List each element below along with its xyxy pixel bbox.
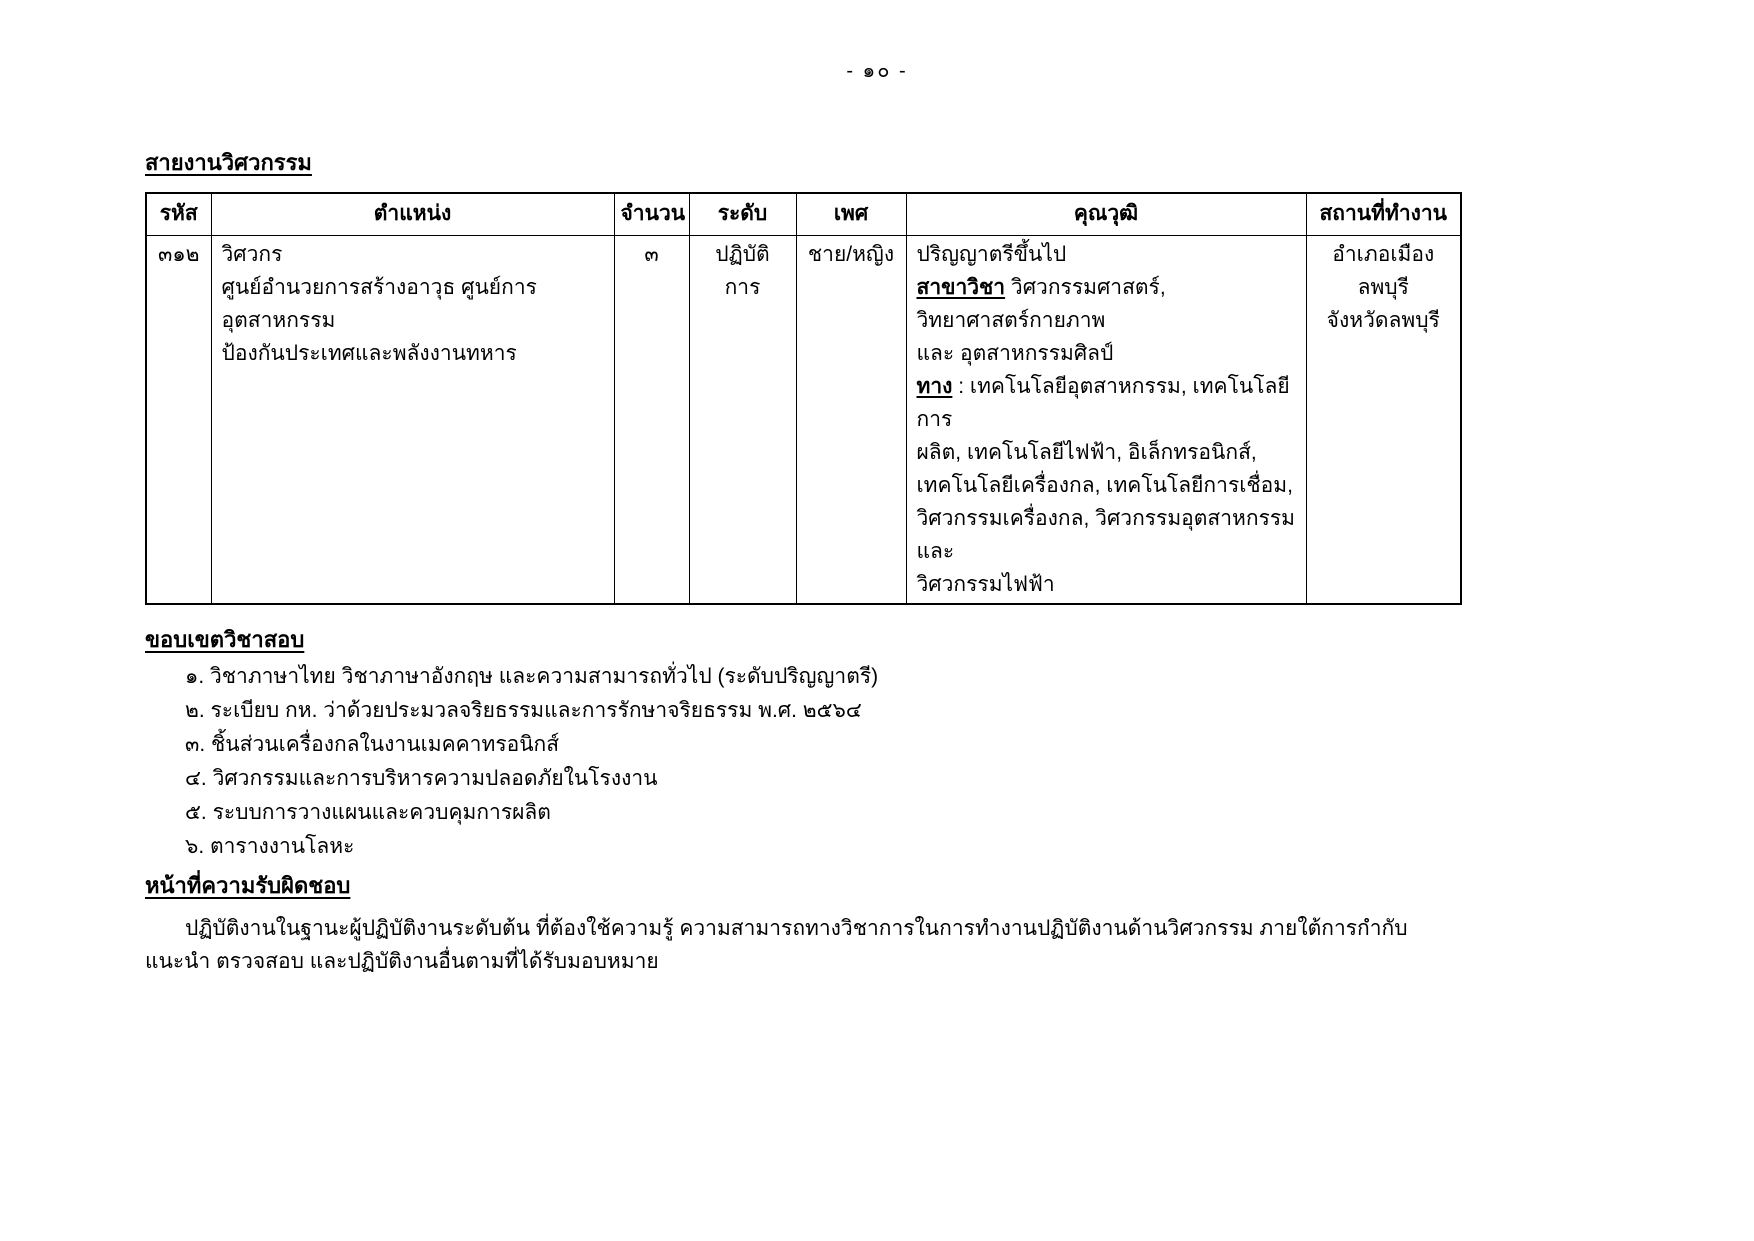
cell-count — [614, 235, 689, 604]
qualification-text: และ อุตสาหกรรมศิลป์ — [916, 341, 1114, 365]
qualification-text: ปริญญาตรีขึ้นไป — [916, 242, 1067, 266]
table-row — [146, 235, 1461, 604]
gender-value: ชาย/หญิง — [807, 242, 895, 266]
section-title-engineering: สายงานวิศวกรรม — [145, 150, 312, 175]
header-gender: เพศ — [796, 193, 906, 235]
cell-level — [689, 235, 796, 604]
qualification-line — [917, 568, 1296, 601]
header-qualification: คุณวุฒิ — [906, 193, 1306, 235]
position-line: วิศวกร — [221, 242, 283, 266]
header-code: รหัส — [146, 193, 211, 235]
header-level: ระดับ — [689, 193, 796, 235]
qualification-text: วิศวกรรมไฟฟ้า — [916, 572, 1055, 596]
position-line: ศูนย์อำนวยการสร้างอาวุธ ศูนย์การอุตสาหกรรม — [221, 275, 537, 332]
qualification-line — [917, 238, 1296, 271]
level-value: ปฏิบัติการ — [715, 242, 770, 299]
position-line: ป้องกันประเทศและพลังงานทหาร — [221, 341, 517, 365]
duties-title: หน้าที่ความรับผิดชอบ — [145, 873, 351, 899]
qualification-line — [917, 469, 1296, 502]
exam-item: ๓. ชิ้นส่วนเครื่องกลในงานเมคคาทรอนิกส์ — [185, 732, 560, 756]
qualification-line — [917, 271, 1296, 337]
qualification-text: วิศวกรรมศาสตร์, วิทยาศาสตร์กายภาพ — [916, 275, 1166, 332]
qualification-lead: ทาง — [916, 374, 953, 398]
duties-paragraph: ปฏิบัติงานในฐานะผู้ปฏิบัติงานระดับต้น ที่ต้องใช้ความรู้ ความสามารถทางวิชาการในการทำงานปฏิบัติงานด้านวิศวกรรม ภายใต้การกำกับ แนะนำ ตรวจสอบ และปฏิบัติงานอื่นตามที่ได้รับมอบหมาย — [145, 917, 1408, 973]
qualification-text: เทคโนโลยีเครื่องกล, เทคโนโลยีการเชื่อม, — [916, 473, 1293, 497]
cell-workplace — [1306, 235, 1461, 604]
cell-code — [146, 235, 211, 604]
exam-item: ๖. ตารางงานโลหะ — [185, 835, 355, 859]
exam-item: ๒. ระเบียบ กห. ว่าด้วยประมวลจริยธรรมและการรักษาจริยธรรม พ.ศ. ๒๕๖๔ — [185, 698, 862, 722]
workplace-line: จังหวัดลพบุรี — [1326, 308, 1440, 332]
qualification-line — [917, 370, 1296, 436]
workplace-line: อำเภอเมืองลพบุรี — [1332, 242, 1435, 299]
exam-item: ๔. วิศวกรรมและการบริหารความปลอดภัยในโรงงาน — [185, 767, 658, 791]
page-content — [145, 146, 1460, 978]
header-position: ตำแหน่ง — [211, 193, 614, 235]
qualification-text: ผลิต, เทคโนโลยีไฟฟ้า, อิเล็กทรอนิกส์, — [916, 440, 1257, 464]
qualification-text: : เทคโนโลยีอุตสาหกรรม, เทคโนโลยีการ — [916, 374, 1290, 431]
header-count: จำนวน — [614, 193, 689, 235]
qualification-line — [917, 502, 1296, 568]
header-workplace: สถานที่ทำงาน — [1306, 193, 1461, 235]
cell-position — [211, 235, 614, 604]
qualification-line — [917, 436, 1296, 469]
table-header-row — [146, 193, 1461, 235]
cell-gender — [796, 235, 906, 604]
code-value: ๓๑๒ — [157, 242, 200, 266]
exam-item: ๕. ระบบการวางแผนและควบคุมการผลิต — [185, 801, 551, 825]
cell-qualification — [906, 235, 1306, 604]
exam-item: ๑. วิชาภาษาไทย วิชาภาษาอังกฤษ และความสามารถทั่วไป (ระดับปริญญาตรี) — [185, 664, 879, 688]
qualification-lead: สาขาวิชา — [916, 275, 1006, 299]
qualification-text: วิศวกรรมเครื่องกล, วิศวกรรมอุตสาหกรรม และ — [916, 506, 1296, 563]
qualification-line — [917, 337, 1296, 370]
exam-scope-title: ขอบเขตวิชาสอบ — [145, 626, 305, 652]
positions-table — [145, 192, 1462, 605]
page-number: - ๑๐ - — [846, 60, 908, 82]
exam-scope-list — [145, 665, 1460, 859]
count-value: ๓ — [644, 242, 659, 266]
